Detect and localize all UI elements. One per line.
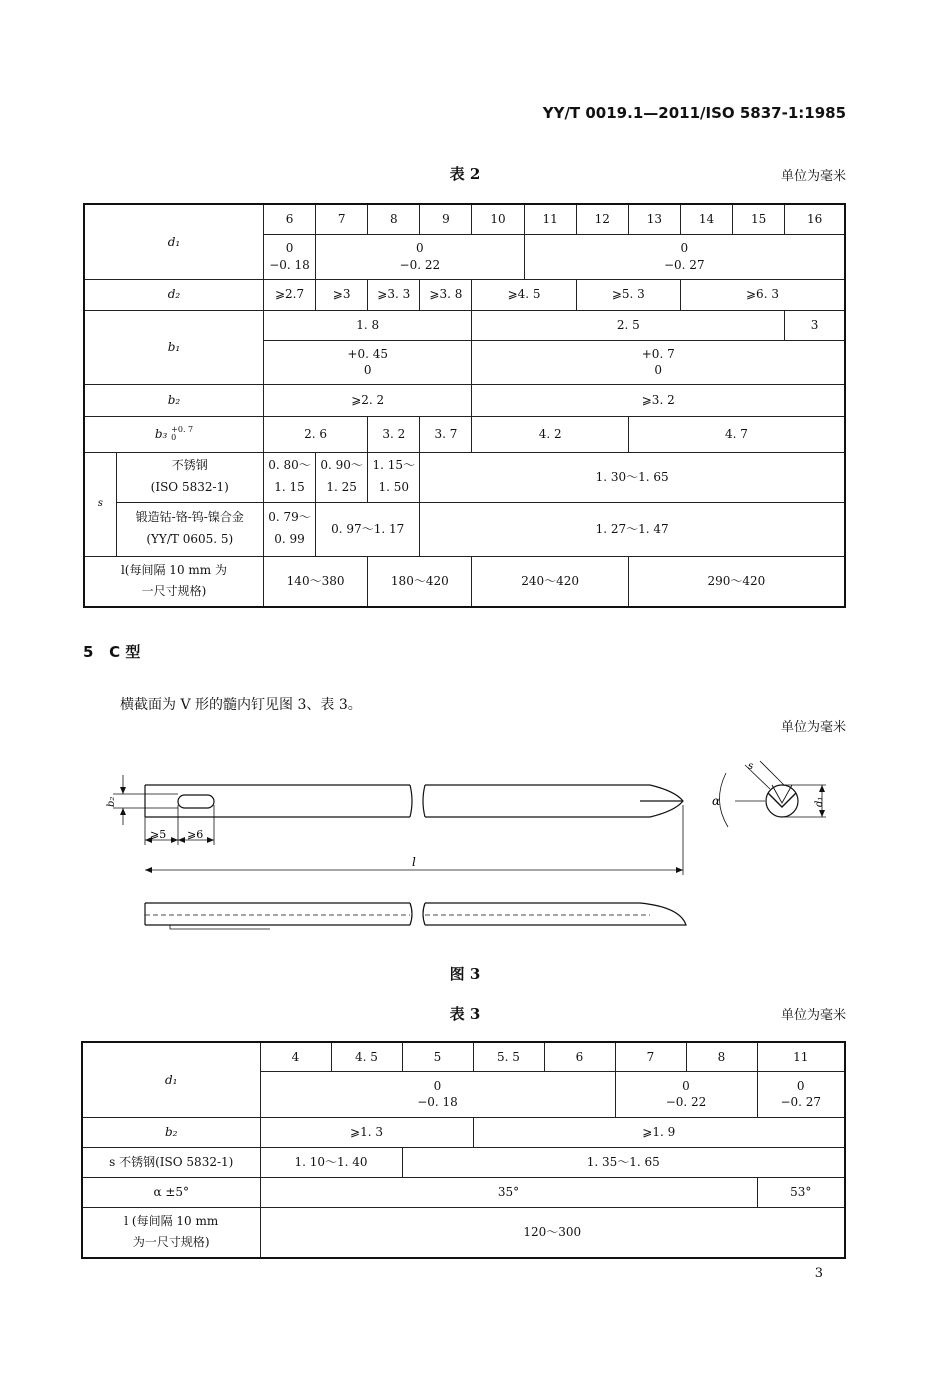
- b1-value: 3: [785, 310, 845, 340]
- fig-label-d1: d₁: [814, 796, 825, 807]
- fig-label-ge6: ⩾6: [187, 828, 204, 841]
- table-2: [83, 203, 846, 608]
- table3-unit: 单位为毫米: [780, 1008, 846, 1023]
- section-title: C 型: [109, 643, 141, 661]
- s-stainless-value: 1. 30～1. 65: [420, 452, 845, 502]
- size-cell: 14: [680, 204, 732, 234]
- s-alloy-value: 0. 79～ 0. 99: [263, 502, 315, 556]
- t3-l-value: 120～300: [260, 1207, 845, 1258]
- figure-3-caption: 图 3: [449, 965, 481, 983]
- b1-label: b₁: [84, 310, 263, 384]
- d2-value: ⩾3. 3: [368, 279, 420, 310]
- table-3: [81, 1041, 846, 1259]
- fig-label-b2: b₂: [106, 796, 117, 807]
- t3-s-label: s 不锈钢(ISO 5832-1): [82, 1147, 260, 1177]
- figure-3-drawing: [0, 745, 949, 955]
- l-value: 240～420: [472, 556, 628, 607]
- b3-value: 4. 7: [628, 416, 845, 452]
- s-stainless-value: 0. 90～ 1. 25: [316, 452, 368, 502]
- l-value: 140～380: [263, 556, 367, 607]
- l-value: 290～420: [628, 556, 845, 607]
- d2-value: ⩾3. 8: [420, 279, 472, 310]
- t3-size-cell: 6: [544, 1042, 615, 1071]
- t3-s-value: 1. 10～1. 40: [260, 1147, 402, 1177]
- table2-unit: 单位为毫米: [780, 169, 846, 184]
- t3-l-label: l (每间隔 10 mm 为一尺寸规格): [82, 1207, 260, 1258]
- figure-unit: 单位为毫米: [780, 720, 846, 735]
- table2-caption: 表 2: [449, 165, 481, 183]
- s-alloy-value: 1. 27～1. 47: [420, 502, 845, 556]
- size-cell: 7: [316, 204, 368, 234]
- t3-alpha-value: 35°: [260, 1177, 757, 1207]
- b1-tolerance: +0. 7 0: [472, 340, 845, 384]
- size-cell: 10: [472, 204, 524, 234]
- d2-value: ⩾6. 3: [680, 279, 845, 310]
- section-text: 横截面为 V 形的髓内钉见图 3、表 3。: [120, 697, 362, 713]
- d1-label: d₁: [84, 204, 263, 279]
- b2-value: ⩾3. 2: [472, 384, 845, 416]
- d2-value: ⩾2.7: [263, 279, 315, 310]
- fig-label-ge5: ⩾5: [150, 828, 167, 841]
- size-cell: 11: [524, 204, 576, 234]
- fig-label-alpha: α: [712, 794, 721, 808]
- fig-label-s: s: [748, 761, 754, 772]
- t3-size-cell: 11: [757, 1042, 845, 1071]
- t3-b2-value: ⩾1. 3: [260, 1117, 473, 1147]
- d2-value: ⩾5. 3: [576, 279, 680, 310]
- page-number: 3: [814, 1266, 823, 1281]
- s-stainless-value: 0. 80～ 1. 15: [263, 452, 315, 502]
- t3-alpha-value: 53°: [757, 1177, 845, 1207]
- b2-value: ⩾2. 2: [263, 384, 472, 416]
- b2-label: b₂: [84, 384, 263, 416]
- document-header: YY/T 0019.1—2011/ISO 5837-1:1985: [542, 104, 846, 122]
- section-heading: [83, 641, 140, 662]
- b3-tolerance: +0. 7 0: [171, 425, 194, 443]
- b3-value: 4. 2: [472, 416, 628, 452]
- s-stainless-value: 1. 15～ 1. 50: [368, 452, 420, 502]
- b3-value: 3. 2: [368, 416, 420, 452]
- t3-alpha-label: α ±5°: [82, 1177, 260, 1207]
- t3-size-cell: 5: [402, 1042, 473, 1071]
- t3-s-value: 1. 35～1. 65: [402, 1147, 845, 1177]
- t3-b2-value: ⩾1. 9: [473, 1117, 845, 1147]
- size-cell: 15: [733, 204, 785, 234]
- section-number: 5: [83, 643, 94, 661]
- b3-value: 3. 7: [420, 416, 472, 452]
- s-label: s: [84, 452, 116, 556]
- b1-value: 1. 8: [263, 310, 472, 340]
- b1-tolerance: +0. 45 0: [263, 340, 472, 384]
- d2-value: ⩾4. 5: [472, 279, 576, 310]
- t3-size-cell: 8: [686, 1042, 757, 1071]
- l-value: 180～420: [368, 556, 472, 607]
- t3-d1-tolerance: 0 −0. 22: [615, 1071, 757, 1117]
- d2-value: ⩾3: [316, 279, 368, 310]
- t3-size-cell: 4: [260, 1042, 331, 1071]
- size-cell: 13: [628, 204, 680, 234]
- size-cell: 9: [420, 204, 472, 234]
- l-label: l(每间隔 10 mm 为 一尺寸规格): [84, 556, 263, 607]
- size-cell: 8: [368, 204, 420, 234]
- b1-value: 2. 5: [472, 310, 785, 340]
- t3-b2-label: b₂: [82, 1117, 260, 1147]
- s-stainless-label: 不锈钢 (ISO 5832-1): [116, 452, 263, 502]
- b3-value: 2. 6: [263, 416, 367, 452]
- t3-size-cell: 5. 5: [473, 1042, 544, 1071]
- b3-label-cell: [84, 416, 263, 452]
- d2-label: d₂: [84, 279, 263, 310]
- t3-size-cell: 7: [615, 1042, 686, 1071]
- d1-tolerance: 0 −0. 27: [524, 234, 845, 279]
- fig-label-l: l: [412, 855, 416, 869]
- size-cell: 16: [785, 204, 845, 234]
- d1-tolerance: 0 −0. 18: [263, 234, 315, 279]
- d1-tolerance: 0 −0. 22: [316, 234, 525, 279]
- t3-size-cell: 4. 5: [331, 1042, 402, 1071]
- s-alloy-label: 锻造钴-铬-钨-镍合金 (YY/T 0605. 5): [116, 502, 263, 556]
- size-cell: 12: [576, 204, 628, 234]
- t3-d1-tolerance: 0 −0. 27: [757, 1071, 845, 1117]
- t3-d1-tolerance: 0 −0. 18: [260, 1071, 615, 1117]
- table3-caption: 表 3: [449, 1005, 481, 1023]
- s-alloy-value: 0. 97～1. 17: [316, 502, 420, 556]
- b3-label: b₃: [154, 426, 168, 441]
- size-cell: 6: [263, 204, 315, 234]
- t3-d1-label: d₁: [82, 1042, 260, 1117]
